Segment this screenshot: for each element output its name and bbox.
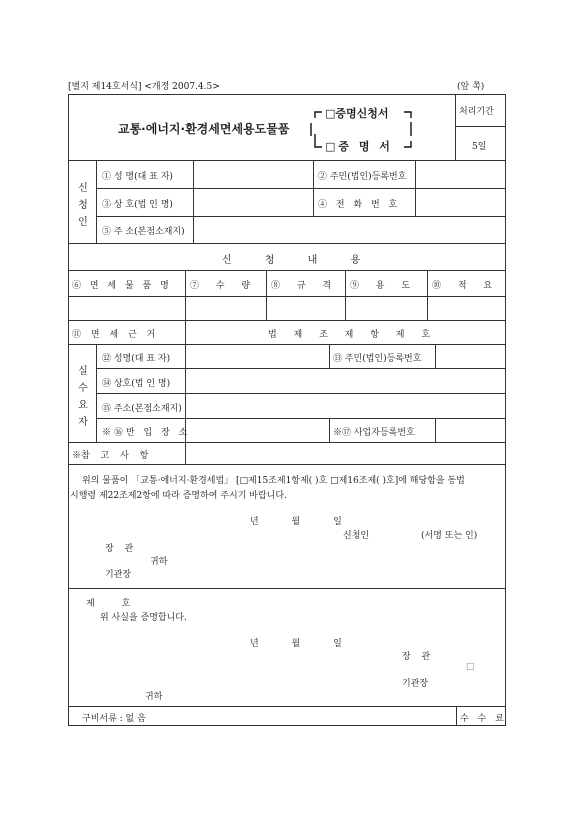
title-option-certificate[interactable]: □증 명 서 <box>325 140 393 153</box>
col-summary: ⑩ 적 요 <box>432 281 493 291</box>
recipient-agency-head: 기관장 <box>105 570 132 580</box>
applicant-signature-label: 신청인 <box>343 531 370 541</box>
application-statement-line1: 위의 물품이 「교통·에너지·환경세법」 [□제15조제1항제( )호 □제16조제( )호]에 해당함을 동법 <box>82 476 465 486</box>
business-number-label: ※⑰ 사업자등록번호 <box>333 428 415 438</box>
remarks-label: ※참 고 사 항 <box>72 451 149 461</box>
certificate-number-label: 제 호 <box>86 599 131 609</box>
processing-period-value: 5일 <box>472 142 487 152</box>
request-section-title: 신 청 내 용 <box>222 255 361 266</box>
applicant-phone-label: ④ 전 화 번 호 <box>318 200 401 210</box>
actual-user-group-label: 실 수 요 자 <box>78 366 88 428</box>
applicant-company-label: ③ 상 호(법 인 명) <box>102 200 173 210</box>
actual-user-company-label: ⑭ 상호(법 인 명) <box>102 379 171 389</box>
processing-period-label: 처리기간 <box>459 107 494 117</box>
sign-or-seal-label: (서명 또는 인) <box>421 531 478 541</box>
actual-user-address-label: ⑮ 주소(본점소재지) <box>102 404 182 414</box>
application-date: 년 월 일 <box>250 517 342 527</box>
fee-label: 수 수 료 <box>460 714 507 724</box>
required-documents: 구비서류 : 없 음 <box>82 714 146 724</box>
import-place-label: ※⑯반 입 장 소 <box>102 428 191 438</box>
recipient-minister: 장 관 <box>105 544 134 554</box>
col-item-name: ⑥ 면 세 물 품 명 <box>72 281 172 291</box>
applicant-id-label: ② 주민(법인)등록번호 <box>318 172 407 182</box>
actual-user-id-label: ⑬ 주민(법인)등록번호 <box>333 354 422 364</box>
recipient-honorific: 귀하 <box>150 557 168 567</box>
applicant-address-label: ⑤ 주 소(본점소재지) <box>102 227 185 237</box>
title-option-application[interactable]: □증명신청서 <box>325 107 389 120</box>
certification-statement: 위 사실을 증명합니다. <box>100 613 187 623</box>
col-use: ⑨ 용 도 <box>350 281 411 291</box>
applicant-group-label: 신 청 인 <box>78 183 88 228</box>
actual-user-name-label: ⑫ 성명(대 표 자) <box>102 354 171 364</box>
form-title: 교통·에너지·환경세면세용도물품 <box>118 122 290 136</box>
col-quantity: ⑦ 수 량 <box>190 281 251 291</box>
col-spec: ⑧ 규 격 <box>271 281 332 291</box>
application-statement-line2: 시행령 제22조제2항에 따라 증명하여 주시기 바랍니다. <box>70 491 287 501</box>
exemption-law-header: 법 제 조 제 항 제 호 <box>268 330 431 340</box>
issuer-agency-head: 기관장 <box>402 679 429 689</box>
applicant-name-label: ① 성 명(대 표 자) <box>102 172 173 182</box>
page-side: (앞 쪽) <box>457 82 485 92</box>
certification-date: 년 월 일 <box>250 639 342 649</box>
exemption-basis-label: ⑪ 면 세 근 거 <box>72 330 156 340</box>
issuer-minister: 장 관 <box>402 652 431 662</box>
seal-box: □ <box>466 662 475 672</box>
certification-honorific: 귀하 <box>145 692 163 702</box>
form-number: [별지 제14호서식] <개정 2007.4.5> <box>68 82 220 92</box>
